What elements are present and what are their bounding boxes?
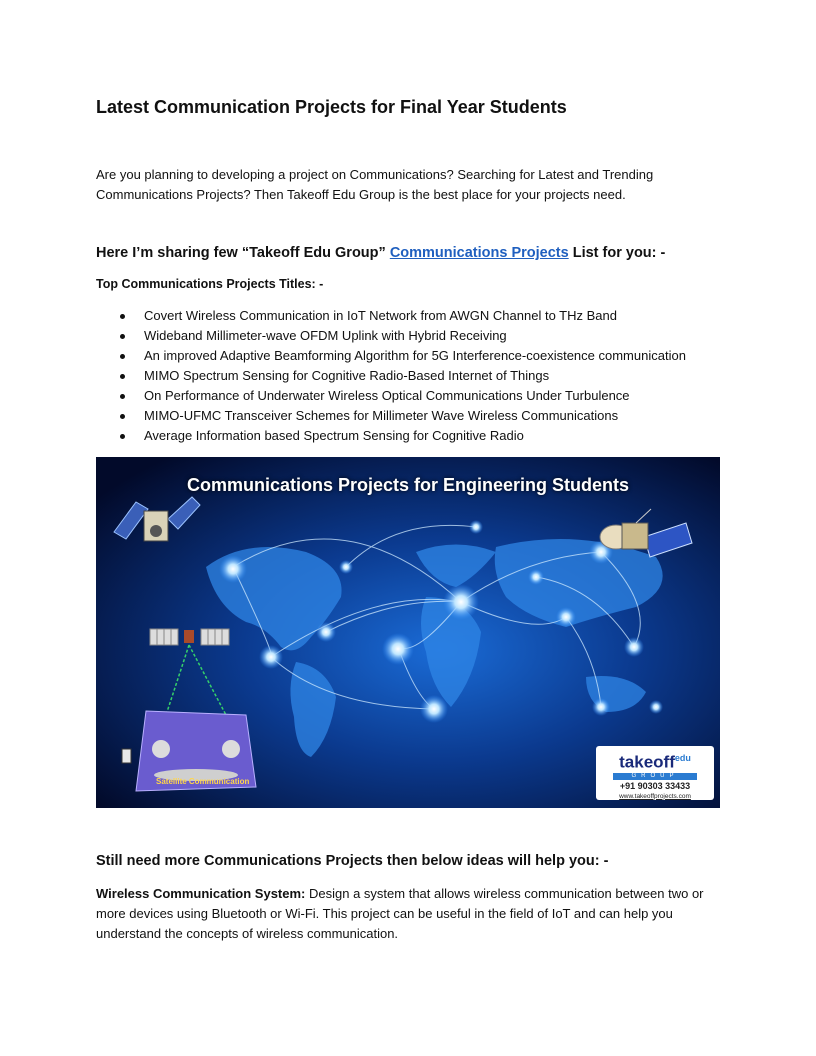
project-titles-list xyxy=(96,306,686,446)
logo-group: GROUP xyxy=(613,773,697,780)
banner-title: Communications Projects for Engineering Students xyxy=(186,475,630,495)
list-item: MIMO-UFMC Transceiver Schemes for Millimeter Wave Wireless Communications xyxy=(96,406,686,426)
para-label: Wireless Communication System: xyxy=(96,886,306,901)
intro-paragraph: Are you planning to developing a project on Communications? Searching for Latest and Trending Communications Projects? Then Takeoff Edu Group is the best place for your projects need. xyxy=(96,167,654,202)
heading-prefix: Here I’m sharing few “Takeoff Edu Group” xyxy=(96,245,390,261)
logo-url: www.takeoffprojects.com xyxy=(619,792,691,800)
bullet-icon xyxy=(120,394,125,399)
para-text: Design a system that allows wireless communication between two or more devices using Bluetooth or Wi-Fi. This project can be useful in the field of IoT and can help you understand the concepts of wireless communication. xyxy=(96,886,704,941)
page-title: Latest Communication Projects for Final Year Students xyxy=(96,97,567,117)
heading-suffix: List for you: - xyxy=(568,245,666,261)
list-item: MIMO Spectrum Sensing for Cognitive Radio-Based Internet of Things xyxy=(96,366,686,386)
bullet-icon xyxy=(120,434,125,439)
logo-phone: +91 90303 33433 xyxy=(619,780,691,791)
projects-list-heading xyxy=(96,245,665,261)
communications-projects-link[interactable]: Communications Projects xyxy=(389,245,569,261)
list-item: Average Information based Spectrum Sensing for Cognitive Radio xyxy=(96,426,686,446)
list-item: An improved Adaptive Beamforming Algorithm for 5G Interference-coexistence communication xyxy=(96,346,686,366)
list-item: Wideband Millimeter-wave OFDM Uplink with Hybrid Receiving xyxy=(96,326,686,346)
bullet-icon xyxy=(120,314,125,319)
bullet-icon xyxy=(120,374,125,379)
titles-label: Top Communications Projects Titles: - xyxy=(96,277,324,291)
list-item: Covert Wireless Communication in IoT Network from AWGN Channel to THz Band xyxy=(96,306,686,326)
takeoff-logo xyxy=(596,746,714,800)
wireless-communication-paragraph xyxy=(96,884,720,944)
bullet-icon xyxy=(120,354,125,359)
list-item: On Performance of Underwater Wireless Optical Communications Under Turbulence xyxy=(96,386,686,406)
more-ideas-heading: Still need more Communications Projects then below ideas will help you: - xyxy=(96,853,609,869)
logo-brand: takeoff$^{edu}$ xyxy=(619,752,691,772)
bullet-icon xyxy=(120,414,125,419)
bullet-icon xyxy=(120,334,125,339)
satellite-communication-label: Satellite Communication xyxy=(156,777,250,786)
communications-banner-image xyxy=(96,457,720,808)
